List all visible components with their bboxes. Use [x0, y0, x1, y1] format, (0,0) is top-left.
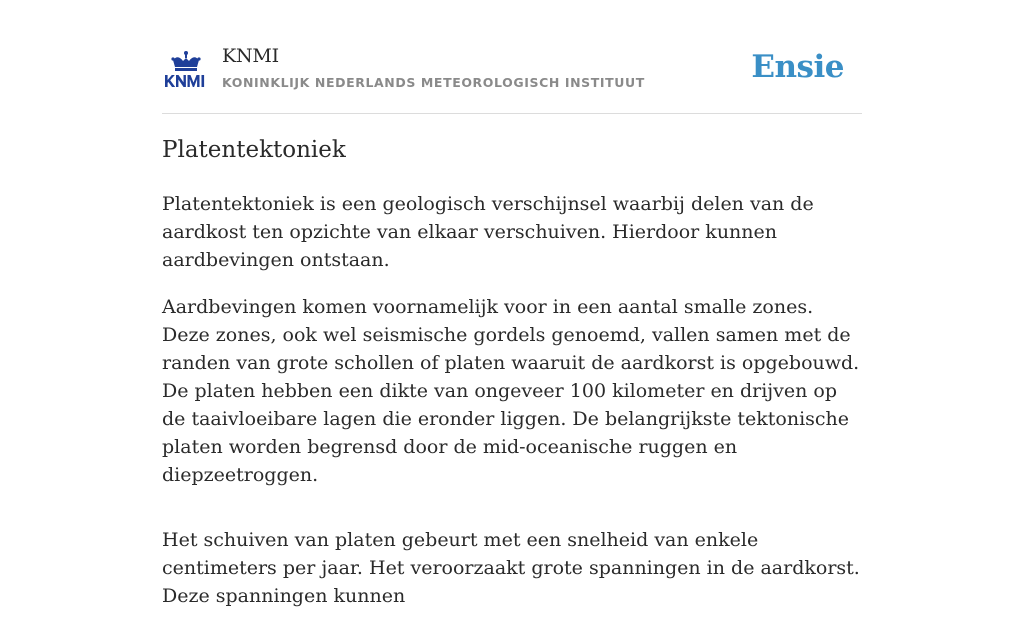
knmi-crown-logo-icon[interactable] [164, 50, 208, 90]
org-short-name: KNMI [222, 45, 279, 67]
brand-logo[interactable]: Ensie [751, 49, 844, 85]
article-paragraph: Platentektoniek is een geologisch verschijnsel waarbij delen van de aardkost ten opzichte van elkaar verschuiven. Hierdoor kunnen aardbevingen ontstaan. [162, 193, 814, 271]
article-paragraph: Aardbevingen komen voornamelijk voor in een aantal smalle zones. Deze zones, ook wel seismische gordels genoemd, vallen samen met de randen van grote schollen of platen waaruit de aardkorst is opgebouwd. De platen hebben een dikte van ongeveer 100 kilometer en drijven op de taaivloeibare lagen die eronder liggen. De belangrijkste tektonische platen worden begrensd door de mid-oceanische ruggen en diepzeetroggen. [162, 296, 860, 486]
page-title: Platentektoniek [162, 137, 346, 163]
org-full-name: KONINKLIJK NEDERLANDS METEOROLOGISCH INSTITUUT [222, 75, 645, 90]
page-header [162, 0, 862, 114]
content-container [162, 0, 862, 607]
article-body [162, 190, 862, 629]
article-paragraph: Het schuiven van platen gebeurt met een snelheid van enkele centimeters per jaar. Het veroorzaakt grote spanningen in de aardkorst. Deze spanningen kunnen [162, 529, 860, 607]
